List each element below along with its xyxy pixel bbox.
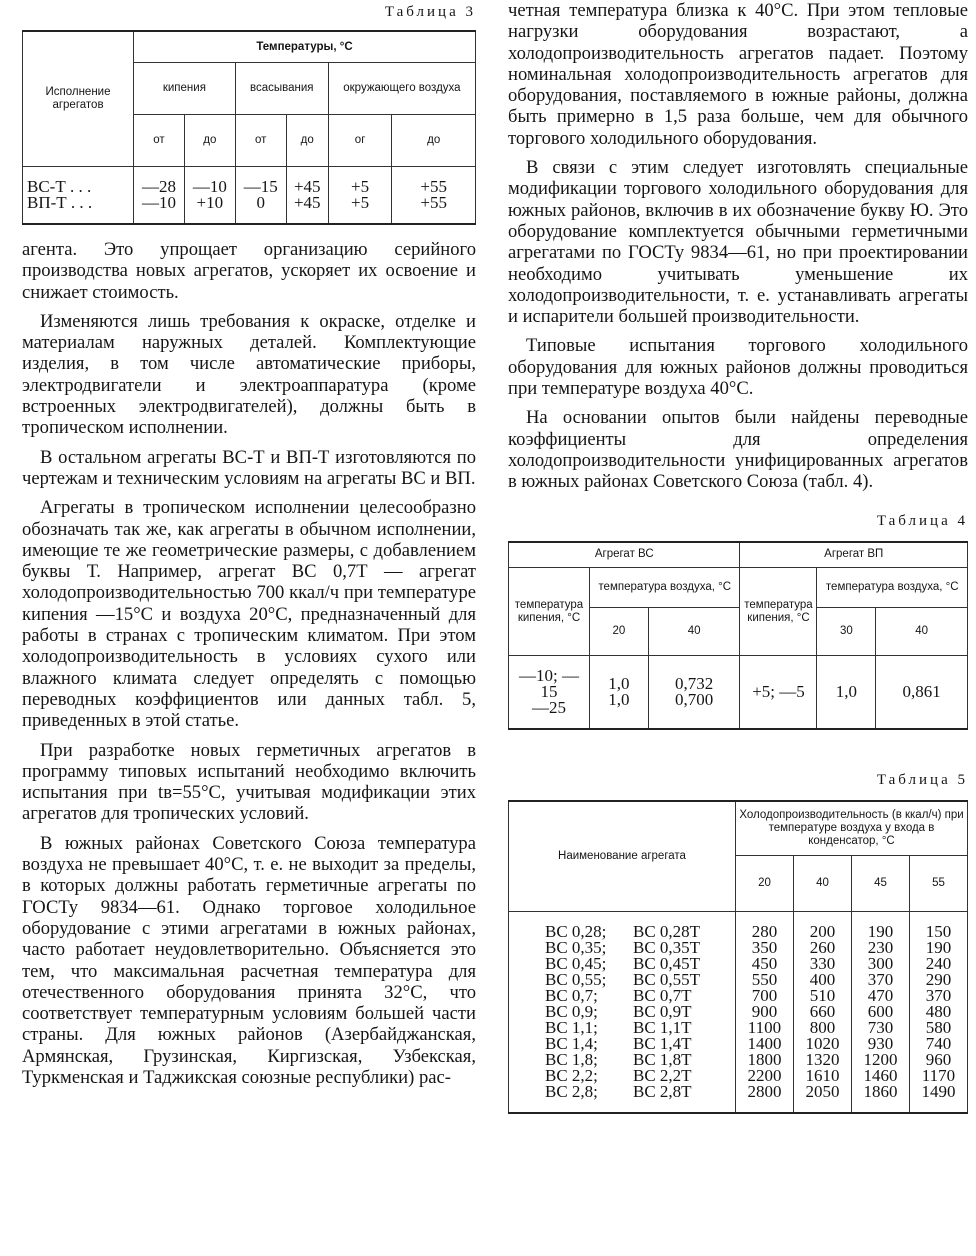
left-column <box>22 0 476 1088</box>
t4-group: Агрегат ВП <box>740 542 968 568</box>
t4-cell: 0,700 <box>674 690 714 710</box>
t5-value: 660 <box>809 1001 836 1021</box>
t3-row-name: ВП-Т . . . <box>27 193 93 212</box>
t4-cell: —10; —15 <box>519 666 579 702</box>
t3-row-name: ВС-Т . . . <box>27 177 92 196</box>
t5-value: 290 <box>925 969 952 989</box>
t4-sub: 20 <box>590 608 649 656</box>
t4-cell: 1,0 <box>817 656 876 730</box>
t5-value: 960 <box>925 1049 952 1069</box>
t5-value: 200 <box>809 921 836 941</box>
t3-sub-header: до <box>392 115 476 167</box>
t5-name-a: ВС 0,35; <box>545 937 607 957</box>
t5-value: 580 <box>925 1017 952 1037</box>
t5-value: 190 <box>867 921 894 941</box>
t5-value: 370 <box>925 985 952 1005</box>
table-row <box>509 656 968 730</box>
t5-temp: 45 <box>851 855 909 911</box>
t5-value: 1100 <box>747 1017 782 1037</box>
t5-value: 260 <box>809 937 836 957</box>
t3-cell: +55 <box>420 177 447 196</box>
t5-value: 230 <box>867 937 894 957</box>
t5-value: 600 <box>867 1001 894 1021</box>
paragraph: При разработке новых герметичных агрегатов в программу типовых испытаний необходимо включить испытания при tв=55°С, учитывая модификации этих агрегатов для тропических условий. <box>22 739 476 825</box>
t3-col-group: кипения <box>134 63 236 115</box>
paragraph: На основании опытов были найдены переводные коэффициенты для определения холодопроизводительности унифицированных агрегатов в южных районах Советского Союза (табл. 4). <box>508 407 968 493</box>
t5-values-cell <box>793 911 851 1113</box>
t3-cell: +45 <box>293 177 321 196</box>
t5-name-b: ВС 0,55Т <box>633 969 701 989</box>
t3-cell: —10 <box>192 177 227 196</box>
paragraph: четная температура близка к 40°С. При этом тепловые нагрузки оборудования возрастают, а холодопроизводительность агрегатов падает. Поэтому номинальная холодопроизводительность агрегатов для оборудования, поставляемого в южные районы, должна быть примерно в 1,5 раза больше, чем для обычного торгового холодильного оборудования. <box>508 0 968 149</box>
paragraph: В южных районах Советского Союза температура воздуха не превышает 40°С, т. е. не выходит за пределы, в которых должны работать герметичные агрегаты по ГОСТу 9834—61. Однако торговое холодильное оборудование с этими агрегатами в южных районах, часто работает неудовлетворительно. Объясняется это тем, что максимальная расчетная температура для отечественного оборудования принята 32°С, что соответствует температурным условиям большей части страны. Для южных районов (Азербайджанская, Армянская, Грузинская, Киргизская, Узбекская, Туркменская и Таджикская союзные республики) рас- <box>22 832 476 1088</box>
t5-name-b: ВС 0,9Т <box>633 1001 692 1021</box>
t5-name-a: ВС 0,9; <box>545 1001 598 1021</box>
t5-name-a: ВС 1,8; <box>545 1049 598 1069</box>
paragraph: Изменяются лишь требования к окраске, отделке и материалам наружных деталей. Комплектующие изделия, в том числе автоматические приборы, электродвигатели и электроаппаратура (кроме встроенных электродвигателей), должны быть в тропическом исполнении. <box>22 310 476 439</box>
t4-cell: 0,861 <box>876 656 968 730</box>
t5-value: 510 <box>809 985 836 1005</box>
t4-boil-header: температура кипения, °С <box>740 568 817 656</box>
t3-sub-header: от <box>134 115 185 167</box>
table4 <box>508 541 968 731</box>
t5-value: 900 <box>751 1001 778 1021</box>
t3-cell: —28 <box>141 177 176 196</box>
t3-sub-header: ог <box>328 115 392 167</box>
t5-value: 700 <box>751 985 778 1005</box>
table3 <box>22 30 476 225</box>
t4-sub: 30 <box>817 608 876 656</box>
t3-cell: +45 <box>293 193 321 212</box>
t5-values-cell <box>851 911 909 1113</box>
t5-name-a: ВС 0,28; <box>545 921 607 941</box>
t5-name-a: ВС 0,7; <box>545 985 598 1005</box>
t5-cap-header: Холодопроизводительность (в ккал/ч) при температуре воздуха у входа в конденсатор, °С <box>736 801 968 855</box>
t5-name-b: ВС 1,4Т <box>633 1033 692 1053</box>
t5-value: 190 <box>925 937 952 957</box>
t4-cell: —25 <box>532 698 566 718</box>
t5-value: 1320 <box>805 1049 840 1069</box>
table5 <box>508 800 968 1114</box>
t5-name-b: ВС 1,8Т <box>633 1049 692 1069</box>
paragraph: Типовые испытания торгового холодильного оборудования для южных районов должны проводиться при температуре воздуха 40°С. <box>508 335 968 400</box>
t5-temp: 40 <box>793 855 851 911</box>
t3-cell: +5 <box>351 177 370 196</box>
t5-value: 800 <box>809 1017 836 1037</box>
t3-cell: —10 <box>141 193 176 212</box>
t5-value: 1400 <box>747 1033 782 1053</box>
table3-caption: Таблица 3 <box>384 4 476 20</box>
t5-temp: 20 <box>736 855 794 911</box>
t3-cell: —15 <box>243 177 278 196</box>
t5-value: 470 <box>867 985 894 1005</box>
t5-name-b: ВС 2,2Т <box>633 1065 692 1085</box>
t3-sub-header: до <box>184 115 235 167</box>
t5-name-b: ВС 0,45Т <box>633 953 701 973</box>
t5-row-name <box>545 1081 731 1101</box>
t3-cell: +55 <box>420 193 447 212</box>
t5-name-a: ВС 0,55; <box>545 969 607 989</box>
t5-name-b: ВС 1,1Т <box>633 1017 692 1037</box>
t5-value: 1490 <box>921 1081 956 1101</box>
t3-row-header: Исполнение агрегатов <box>23 31 134 167</box>
table-row <box>23 167 476 225</box>
paragraph: агента. Это упрощает организацию серийного производства новых агрегатов, ускоряет их освоение и снижает стоимость. <box>22 239 476 303</box>
t4-cell: +5; —5 <box>740 656 817 730</box>
paragraph: В связи с этим следует изготовлять специальные модификации торгового холодильного оборудования для южных районов, включив в их обозначение букву Ю. Это оборудование комплектуется обычными герметичными агрегатами по ГОСТу 9834—61, но при проектировании необходимо учитывать уменьшение их холодопроизводительности, т. е. устанавливать агрегаты и испарители большей производительности. <box>508 157 968 328</box>
t5-name-a: ВС 1,1; <box>545 1017 598 1037</box>
t4-group: Агрегат ВС <box>509 542 740 568</box>
t5-name-b: ВС 0,28Т <box>633 921 701 941</box>
t5-value: 350 <box>751 937 778 957</box>
t4-cell: 0,732 <box>674 674 714 694</box>
t3-header-group: Температуры, °С <box>134 31 476 63</box>
t4-cell: 1,0 <box>608 690 630 710</box>
t5-value: 330 <box>809 953 836 973</box>
t5-values-cell <box>909 911 967 1113</box>
t3-cell: 0 <box>256 193 265 212</box>
t5-name-a: ВС 0,45; <box>545 953 607 973</box>
t5-value: 2050 <box>805 1081 840 1101</box>
t4-sub: 40 <box>876 608 968 656</box>
t5-value: 1800 <box>747 1049 782 1069</box>
t5-name-b: ВС 2,8Т <box>633 1081 692 1101</box>
t5-name-header: Наименование агрегата <box>509 801 736 911</box>
t5-name-a: ВС 1,4; <box>545 1033 598 1053</box>
t5-value: 150 <box>925 921 952 941</box>
t5-value: 1610 <box>805 1065 840 1085</box>
t5-value: 1460 <box>863 1065 898 1085</box>
table4-caption: Таблица 4 <box>876 512 968 529</box>
t5-name-b: ВС 0,7Т <box>633 985 692 1005</box>
t4-cell: 1,0 <box>608 674 630 694</box>
t4-boil-header: температура кипения, °С <box>509 568 590 656</box>
t3-sub-header: до <box>286 115 328 167</box>
t5-value: 1170 <box>921 1065 956 1085</box>
right-column <box>508 0 968 1114</box>
paragraph: Агрегаты в тропическом исполнении целесообразно обозначать так же, как агрегаты в обычном исполнении, имеющие те же геометрические размеры, с добавлением буквы Т. Например, агрегат ВС 0,7Т — агрегат холодопроизводительностью 700 ккал/ч при температуре кипения —15°С и воздуха 20°С, предназначенный для работы в странах с тропическим климатом. При этом холодопроизводительность в условиях сухого или влажного климата следует определять с помощью переводных коэффициентов или данных табл. 5, приведенных в этой статье. <box>22 497 476 732</box>
t5-names-cell <box>509 911 736 1113</box>
t5-name-b: ВС 0,35Т <box>633 937 701 957</box>
t5-value: 300 <box>867 953 894 973</box>
t4-air-header: температура воздуха, °С <box>590 568 740 608</box>
t3-col-group: всасывания <box>235 63 328 115</box>
t4-sub: 40 <box>648 608 740 656</box>
t5-value: 2800 <box>747 1081 782 1101</box>
t5-value: 740 <box>925 1033 952 1053</box>
t5-value: 730 <box>867 1017 894 1037</box>
t5-name-a: ВС 2,2; <box>545 1065 598 1085</box>
paragraph: В остальном агрегаты ВС-Т и ВП-Т изготовляются по чертежам и техническим условиям на агрегаты ВС и ВП. <box>22 446 476 489</box>
t5-value: 240 <box>925 953 952 973</box>
t5-value: 1860 <box>863 1081 898 1101</box>
t3-sub-header: от <box>235 115 286 167</box>
t5-value: 1020 <box>805 1033 840 1053</box>
t5-value: 2200 <box>747 1065 782 1085</box>
t5-name-a: ВС 2,8; <box>545 1081 598 1101</box>
t5-value: 1200 <box>863 1049 898 1069</box>
t4-air-header: температура воздуха, °С <box>817 568 968 608</box>
table-row <box>509 911 968 1113</box>
t3-col-group: окружающего воздуха <box>328 63 475 115</box>
t5-values-cell <box>736 911 794 1113</box>
t5-value: 400 <box>809 969 836 989</box>
t5-value: 930 <box>867 1033 894 1053</box>
t5-value: 480 <box>925 1001 952 1021</box>
t3-cell: +5 <box>351 193 370 212</box>
t5-value: 370 <box>867 969 894 989</box>
t5-value: 550 <box>751 969 778 989</box>
t3-cell: +10 <box>196 193 224 212</box>
t5-value: 280 <box>751 921 778 941</box>
table5-caption: Таблица 5 <box>876 772 968 789</box>
t5-temp: 55 <box>909 855 967 911</box>
t5-value: 450 <box>751 953 778 973</box>
